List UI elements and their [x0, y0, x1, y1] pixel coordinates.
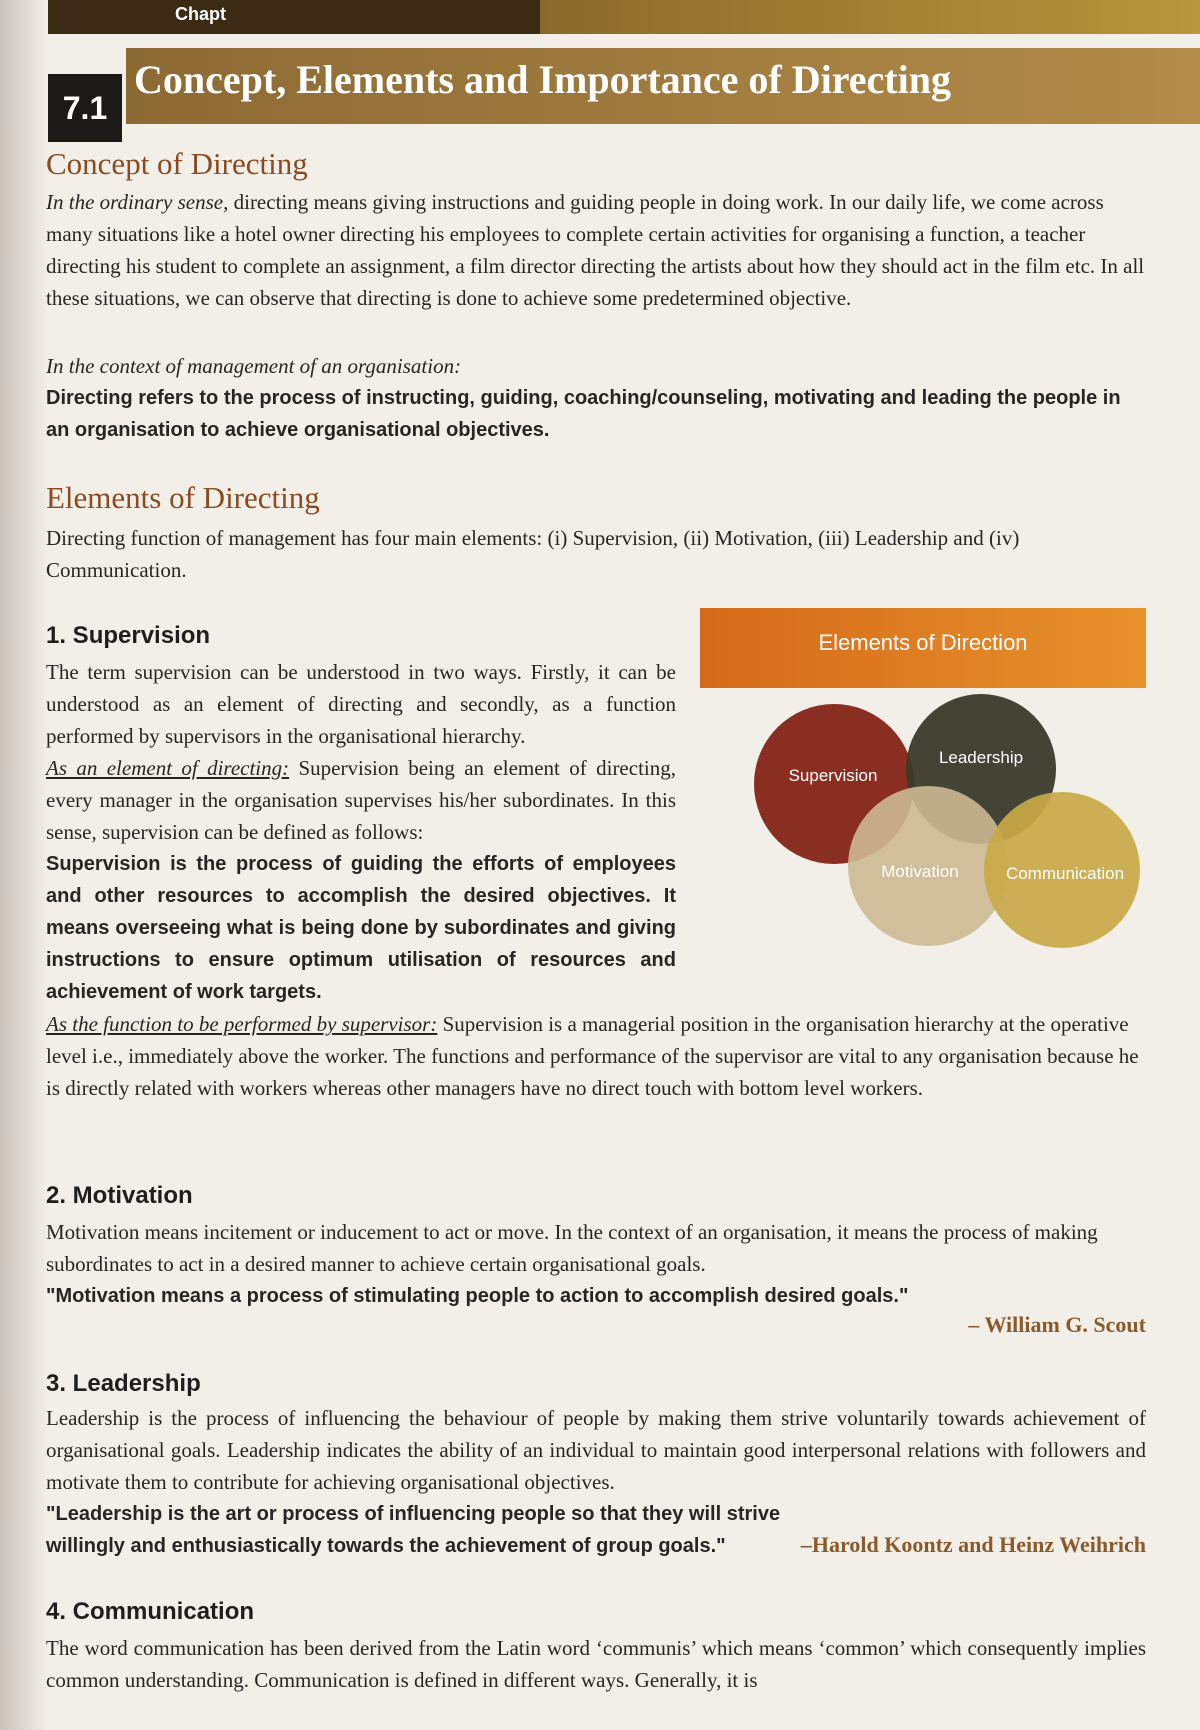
supervisor-function-paragraph [46, 1008, 1146, 1104]
concept-heading: Concept of Directing [46, 146, 308, 181]
chapter-label: Chapt [175, 4, 226, 24]
header-bar-accent [540, 0, 1200, 34]
supervisor-function-body: Supervision is a managerial position in the organisation hierarchy at the operative level i.e., immediately above the worker. The functions and performance of the supervisor are vital to any organisation because he is directly related with workers whereas other managers have no direct touch with bottom level workers. [46, 1012, 1139, 1100]
supervision-definition: Supervision is the process of guiding the efforts of employees and other resources to accomplish the desired objectives. It means overseeing what is being done by subordinates and giving instructions to ensure optimum utilisation of resources and achievement of work targets. [46, 853, 676, 1003]
supervision-heading: 1. Supervision [46, 622, 211, 649]
supervision-element-paragraph [46, 752, 676, 848]
concept-paragraph [46, 186, 1146, 314]
ordinary-sense-body: directing means giving instructions and guiding people in doing work. In our daily life, we come across many situations like a hotel owner directing his employees to complete certain activities for organising a function, a teacher directing his student to complete an assignment, a film director directing the artists about how they should act in the film etc. In all these situations, we can observe that directing is done to achieve some predetermined objective. [46, 190, 1145, 310]
elements-intro: Directing function of management has four main elements: (i) Supervision, (ii) Motivation, (iii) Leadership and (iv) Communication. [46, 526, 1020, 582]
elements-of-direction-diagram [700, 608, 1146, 992]
element-of-directing-body: Supervision being an element of directing, every manager in the organisation supervises his/her subordinates. In this sense, supervision can be defined as follows: [46, 756, 676, 844]
directing-definition: Directing refers to the process of instructing, guiding, coaching/counseling, motivating and leading the people in an organisation to achieve organisational objectives. [46, 387, 1121, 441]
leadership-quote: "Leadership is the art or process of influencing people so that they will strive willingly and enthusiastically towards the achievement of group goals." [46, 1503, 781, 1557]
communication-label: Communication [1005, 864, 1125, 883]
motivation-heading: 2. Motivation [46, 1182, 193, 1209]
motivation-label: Motivation [881, 862, 959, 881]
communication-body: The word communication has been derived from the Latin word ‘communis’ which means ‘common’ which consequently implies common understanding. Communication is defined in different ways. Generally, it is [46, 1636, 1146, 1692]
leadership-label: Leadership [938, 748, 1024, 767]
element-of-directing-lead: As an element of directing: [46, 756, 290, 780]
supervision-intro: The term supervision can be understood in two ways. Firstly, it can be understood as an element of directing and secondly, as a function performed by supervisors in the organisational hierarchy. [46, 660, 676, 748]
supervisor-function-lead: As the function to be performed by supervisor: [46, 1012, 438, 1036]
communication-heading: 4. Communication [46, 1598, 255, 1625]
page-gutter-shadow [0, 0, 48, 1730]
diagram-title: Elements of Direction [818, 630, 1028, 655]
supervision-label: Supervision [788, 766, 878, 785]
motivation-body: Motivation means incitement or inducement to act or move. In the context of an organisation, it means the process of making subordinates to act in a desired manner to achieve certain organisational goals. [46, 1220, 1098, 1276]
context-lead: In the context of management of an organisation: [46, 354, 462, 378]
chapter-header-bar [0, 0, 1200, 34]
motivation-quote: "Motivation means a process of stimulating people to action to accomplish desired goals." [46, 1285, 909, 1307]
leadership-quote-author: –Harold Koontz and Heinz Weihrich [800, 1532, 1146, 1557]
ordinary-sense-lead: In the ordinary sense, [46, 190, 229, 214]
leadership-body: Leadership is the process of influencing the behaviour of people by making them strive voluntarily towards achievement of organisational goals. Leadership indicates the ability of an individual to maintain good interpersonal relations with followers and motivate them to contribute for achieving organisational objectives. [46, 1406, 1146, 1494]
motivation-quote-author: – William G. Scout [968, 1312, 1146, 1337]
leadership-heading: 3. Leadership [46, 1370, 201, 1397]
section-number: 7.1 [48, 74, 122, 142]
elements-heading: Elements of Directing [46, 480, 320, 515]
section-title: Concept, Elements and Importance of Directing [134, 57, 951, 102]
